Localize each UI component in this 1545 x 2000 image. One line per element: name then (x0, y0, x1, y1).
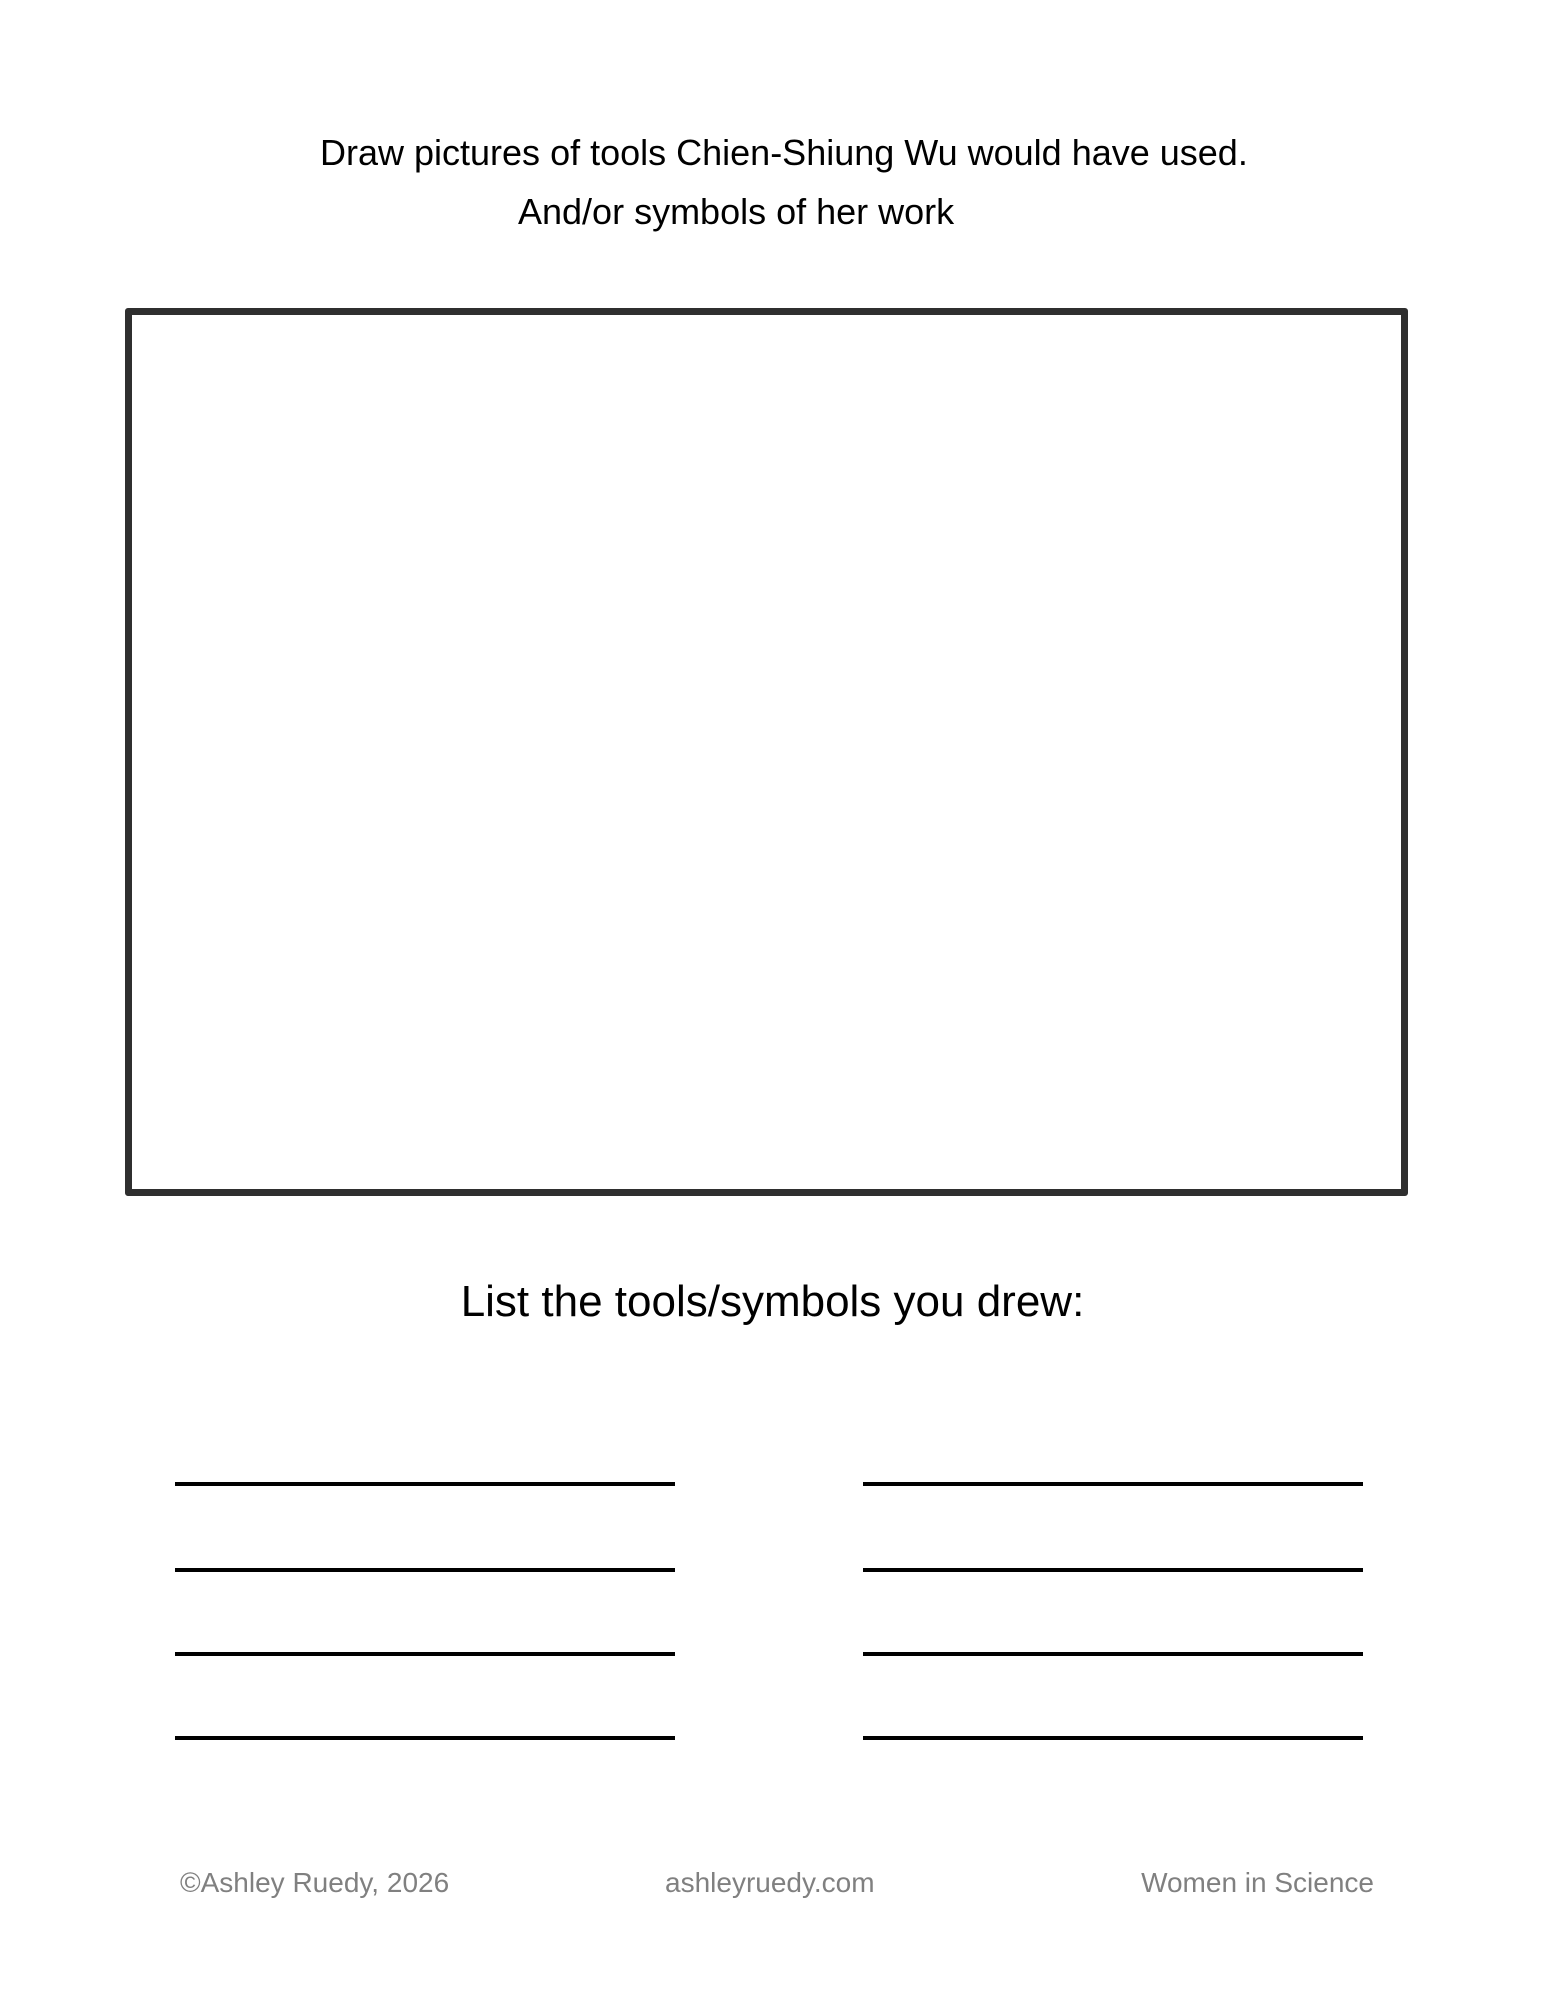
footer-website: ashleyruedy.com (665, 1867, 875, 1898)
footer-series: Women in Science (1141, 1867, 1374, 1898)
answer-line[interactable] (175, 1568, 675, 1572)
answer-line[interactable] (175, 1736, 675, 1740)
instruction-line-2: And/or symbols of her work (518, 191, 955, 232)
instruction-line-1: Draw pictures of tools Chien-Shiung Wu would have used. (320, 132, 1248, 173)
answer-line[interactable] (863, 1568, 1363, 1572)
answer-line[interactable] (175, 1652, 675, 1656)
answer-line[interactable] (863, 1736, 1363, 1740)
answer-line[interactable] (863, 1652, 1363, 1656)
list-heading: List the tools/symbols you drew: (460, 1277, 1085, 1326)
drawing-box[interactable] (125, 308, 1408, 1196)
answer-line[interactable] (175, 1482, 675, 1486)
footer-copyright: ©Ashley Ruedy, 2026 (180, 1867, 450, 1898)
answer-line[interactable] (863, 1482, 1363, 1486)
